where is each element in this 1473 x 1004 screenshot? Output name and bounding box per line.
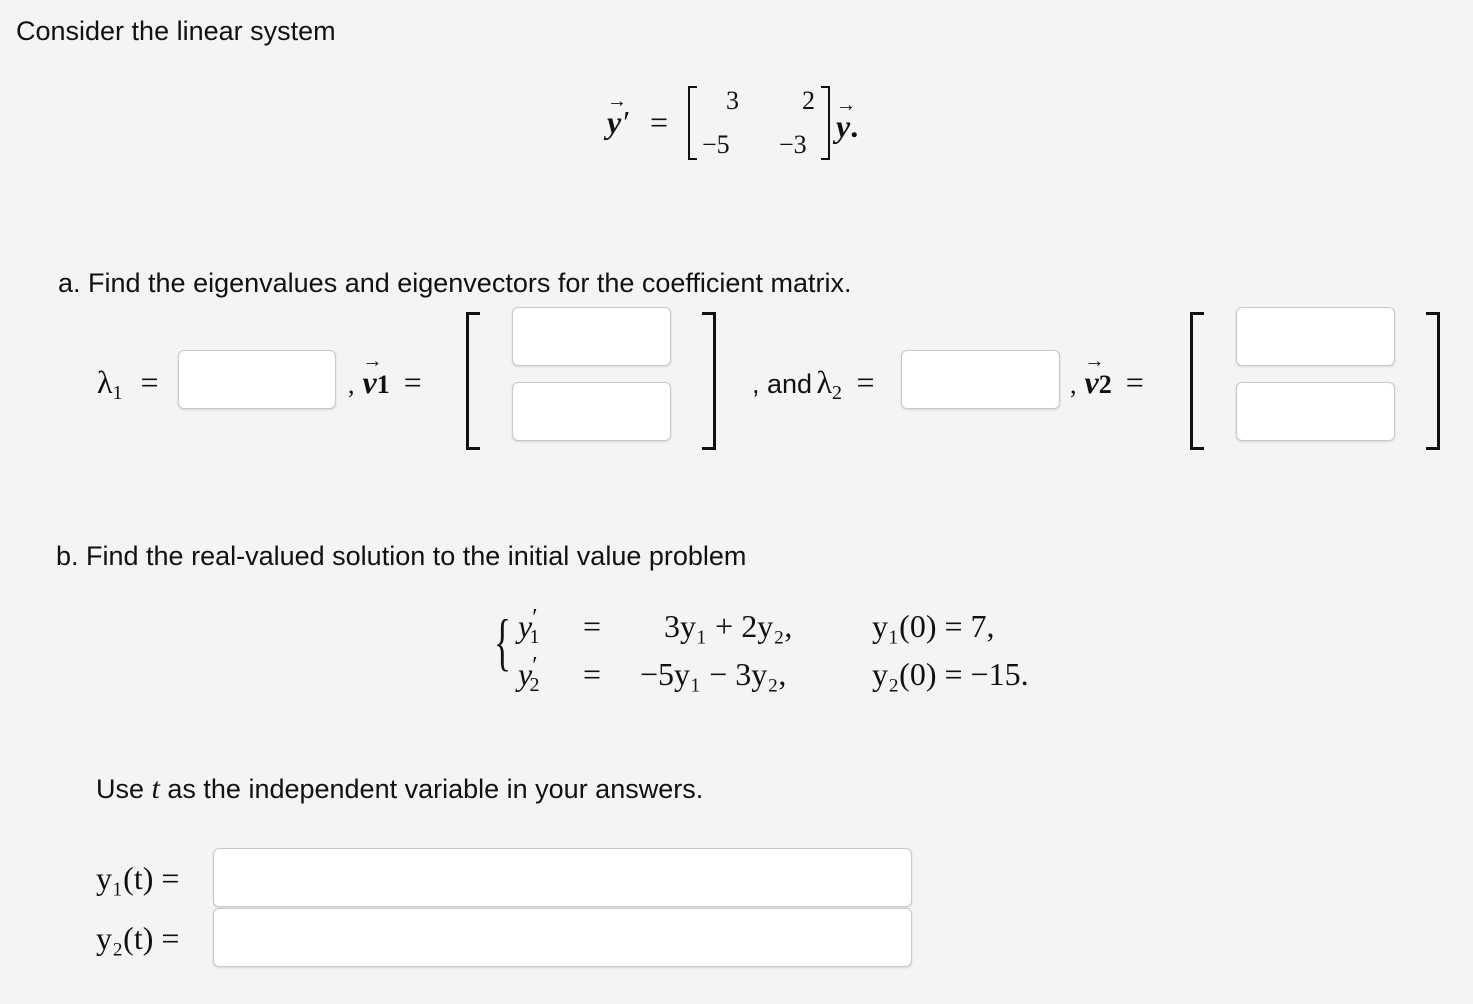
vector-arrow-icon: → — [836, 94, 856, 116]
v2-label: , → v2 = — [1070, 350, 1144, 400]
part-a-prompt: a. Find the eigenvalues and eigenvectors for the coefficient matrix. — [58, 268, 852, 298]
y2-label: y₂(t) = — [96, 920, 180, 956]
eq2-lhs: $y'_2$ — [518, 653, 540, 696]
eq2-rhs: −5y₁ − 3y₂, — [640, 656, 787, 692]
lambda2-label: , and $\lambda_2$ = — [752, 364, 875, 404]
y1-label: y₁(t) = — [96, 860, 180, 896]
system-rhs: → y. — [836, 94, 859, 144]
v1-component-2-input[interactable] — [512, 382, 671, 441]
intro-text: Consider the linear system — [16, 16, 336, 46]
system-equals: = — [650, 104, 669, 140]
vector-arrow-icon: → — [607, 90, 627, 112]
system-matrix — [688, 86, 830, 160]
v1-component-1-input[interactable] — [512, 307, 671, 366]
vector-arrow-icon: → — [362, 350, 383, 372]
v1-label: , → v1 = — [348, 350, 422, 400]
matrix-a22: −3 — [779, 130, 807, 159]
system-lhs: → y′ — [607, 90, 629, 140]
vector-arrow-icon: → — [1084, 350, 1105, 372]
ivp-brace: { — [494, 606, 511, 677]
lambda1-input[interactable] — [178, 350, 336, 409]
y1-solution-input[interactable] — [213, 848, 912, 907]
independent-variable-note: Use t as the independent variable in your answers. — [96, 772, 704, 805]
lambda1-label: $\lambda_1$ = — [97, 364, 159, 404]
matrix-a12: 2 — [802, 86, 815, 115]
eq1-initial-condition: y₁(0) = 7, — [872, 608, 995, 644]
lambda2-input[interactable] — [901, 350, 1060, 409]
eq1-lhs: $y'_1$ — [518, 605, 540, 648]
matrix-a21: −5 — [702, 130, 730, 159]
eq1-equals: = — [583, 608, 602, 644]
matrix-a11: 3 — [726, 86, 739, 115]
v2-component-2-input[interactable] — [1236, 382, 1395, 441]
y2-solution-input[interactable] — [213, 908, 912, 967]
eq2-initial-condition: y₂(0) = −15. — [872, 656, 1029, 692]
v2-component-1-input[interactable] — [1236, 307, 1395, 366]
eq1-rhs: 3y₁ + 2y₂, — [664, 608, 793, 644]
eq2-equals: = — [583, 656, 602, 692]
part-b-prompt: b. Find the real-valued solution to the initial value problem — [56, 541, 747, 571]
